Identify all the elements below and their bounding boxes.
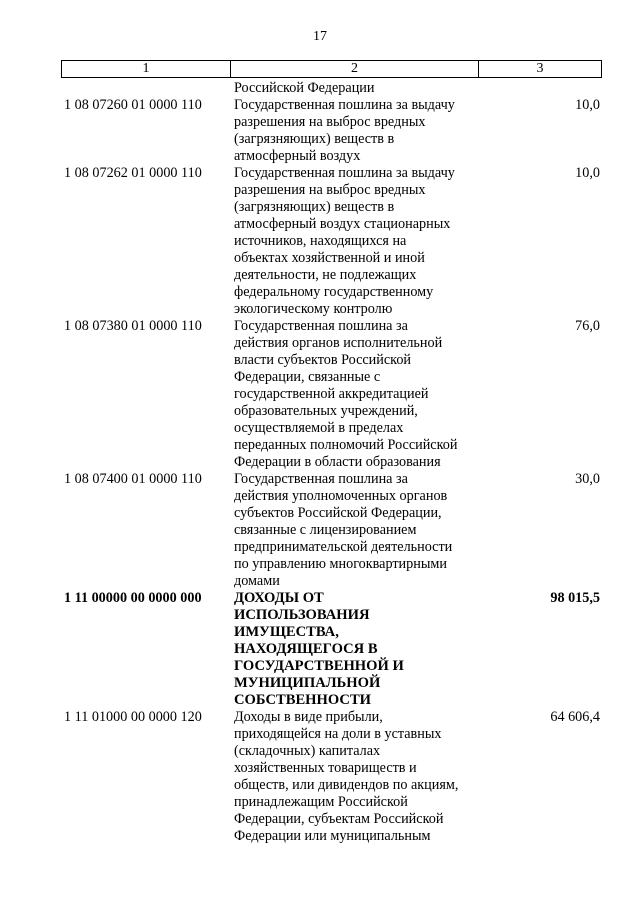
- row-amount: 76,0: [575, 318, 600, 334]
- description-line: обществ, или дивидендов по акциям,: [234, 777, 459, 793]
- row-description: [234, 97, 484, 165]
- description-line: Федерации или муниципальным: [234, 828, 431, 844]
- description-line: ДОХОДЫ ОТ: [234, 590, 324, 606]
- description-line: (складочных) капиталах: [234, 743, 381, 759]
- description-line: атмосферный воздух: [234, 148, 361, 164]
- row-amount: 10,0: [575, 97, 600, 113]
- description-line: МУНИЦИПАЛЬНОЙ: [234, 675, 381, 691]
- description-line: по управлению многоквартирными: [234, 556, 447, 572]
- row-amount: 30,0: [575, 471, 600, 487]
- description-line: действия органов исполнительной: [234, 335, 443, 351]
- row-description: [234, 318, 484, 471]
- description-line: власти субъектов Российской: [234, 352, 412, 368]
- row-description: [234, 471, 484, 590]
- description-line: хозяйственных товариществ и: [234, 760, 417, 776]
- description-line: Федерации, связанные с: [234, 369, 381, 385]
- row-description: [234, 165, 484, 318]
- description-line: федеральному государственному: [234, 284, 434, 300]
- description-line: домами: [234, 573, 280, 589]
- row-code: 1 11 00000 00 0000 000: [64, 590, 202, 606]
- table-row: [0, 590, 640, 709]
- row-description: [234, 590, 484, 709]
- description-line: (загрязняющих) веществ в: [234, 131, 395, 147]
- row-code: 1 11 01000 00 0000 120: [64, 709, 202, 725]
- description-line: источников, находящихся на: [234, 233, 407, 249]
- row-amount: 64 606,4: [550, 709, 600, 725]
- description-line: разрешения на выброс вредных: [234, 182, 426, 198]
- table-row: [0, 80, 640, 97]
- row-code: 1 08 07260 01 0000 110: [64, 97, 202, 113]
- description-line: ИМУЩЕСТВА,: [234, 624, 339, 640]
- description-line: субъектов Российской Федерации,: [234, 505, 442, 521]
- page-number: 17: [313, 29, 327, 44]
- description-line: Государственная пошлина за: [234, 318, 408, 334]
- row-code: 1 08 07380 01 0000 110: [64, 318, 202, 334]
- description-line: Федерации в области образования: [234, 454, 441, 470]
- column-header-1: 1: [62, 61, 231, 77]
- description-line: связанные с лицензированием: [234, 522, 417, 538]
- column-header-3: 3: [536, 61, 544, 76]
- table-row: [0, 165, 640, 318]
- description-line: Государственная пошлина за: [234, 471, 408, 487]
- table-row: [0, 97, 640, 165]
- description-line: разрешения на выброс вредных: [234, 114, 426, 130]
- description-line: ГОСУДАРСТВЕННОЙ И: [234, 658, 404, 674]
- description-line: предпринимательской деятельности: [234, 539, 453, 555]
- row-amount: 10,0: [575, 165, 600, 181]
- description-line: приходящейся на доли в уставных: [234, 726, 442, 742]
- description-line: принадлежащим Российской: [234, 794, 408, 810]
- description-line: (загрязняющих) веществ в: [234, 199, 395, 215]
- description-line: экологическому контролю: [234, 301, 393, 317]
- description-line: СОБСТВЕННОСТИ: [234, 692, 372, 708]
- description-line: Федерации, субъектам Российской: [234, 811, 444, 827]
- description-line: НАХОДЯЩЕГОСЯ В: [234, 641, 378, 657]
- description-line: Доходы в виде прибыли,: [234, 709, 383, 725]
- description-line: осуществляемой в пределах: [234, 420, 404, 436]
- row-description: [234, 709, 484, 845]
- description-line: атмосферный воздух стационарных: [234, 216, 451, 232]
- description-line: переданных полномочий Российской: [234, 437, 458, 453]
- row-code: 1 08 07400 01 0000 110: [64, 471, 202, 487]
- row-description: [234, 80, 484, 97]
- table-row: [0, 318, 640, 471]
- table-row: [0, 471, 640, 590]
- row-amount: 98 015,5: [550, 590, 600, 606]
- description-line: ИСПОЛЬЗОВАНИЯ: [234, 607, 370, 623]
- description-line: деятельности, не подлежащих: [234, 267, 417, 283]
- table-body: [0, 80, 640, 845]
- description-line: действия уполномоченных органов: [234, 488, 448, 504]
- description-line: Государственная пошлина за выдачу: [234, 97, 455, 113]
- description-line: объектах хозяйственной и иной: [234, 250, 425, 266]
- description-line: Государственная пошлина за выдачу: [234, 165, 455, 181]
- row-code: 1 08 07262 01 0000 110: [64, 165, 202, 181]
- description-line: государственной аккредитацией: [234, 386, 429, 402]
- table-header: [61, 60, 602, 78]
- description-line: образовательных учреждений,: [234, 403, 418, 419]
- description-line: Российской Федерации: [234, 80, 375, 96]
- table-row: [0, 709, 640, 845]
- column-header-2: 2: [231, 61, 479, 77]
